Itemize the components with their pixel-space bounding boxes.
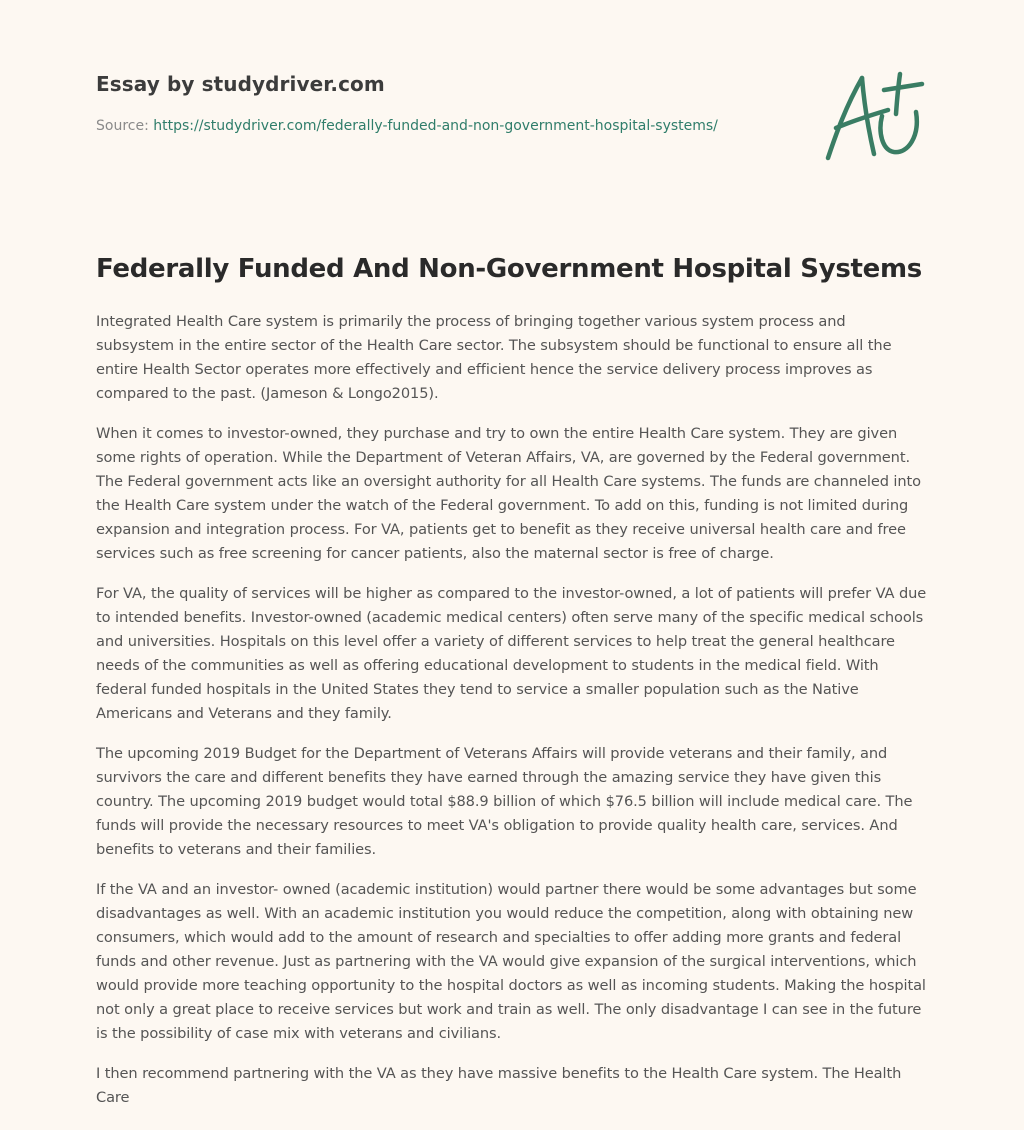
header [96,72,796,134]
article [96,254,928,1126]
paragraph: If the VA and an investor- owned (academic institution) would partner there would be some advantages but some disadvantages as well. With an academic institution you would reduce the competition, along with obtaining new consumers, which would add to the amount of research and specialties to offer adding more grants and federal funds and other revenue. Just as partnering with the VA would give expansion of the surgical interventions, which would provide more teaching opportunity to the hospital doctors as well as incoming students. Making the hospital not only a great place to receive services but work and train as well. The only disadvantage I can see in the future is the possibility of case mix with veterans and civilians. [96,881,926,1042]
paragraph: The upcoming 2019 Budget for the Department of Veterans Affairs will provide veterans and their family, and survivors the care and different benefits they have earned through the amazing service they have given this country. The upcoming 2019 budget would total $88.9 billion of which $76.5 billion will include medical care. The funds will provide the necessary resources to meet VA's obligation to provide quality health care, services. And benefits to veterans and their families. [96,745,913,858]
source-link[interactable]: https://studydriver.com/federally-funded-and-non-government-hospital-systems/ [153,118,718,134]
paragraph: When it comes to investor-owned, they purchase and try to own the entire Health Care system. They are given some rights of operation. While the Department of Veteran Affairs, VA, are governed by the Federal government. The Federal government acts like an oversight authority for all Health Care systems. The funds are channeled into the Health Care system under the watch of the Federal government. To add on this, funding is not limited during expansion and integration process. For VA, patients get to benefit as they receive universal health care and free services such as free screening for cancer patients, also the maternal sector is free of charge. [96,425,921,562]
page-title: Federally Funded And Non-Government Hospital Systems [96,254,922,284]
paragraph: For VA, the quality of services will be higher as compared to the investor-owned, a lot of patients will prefer VA due to intended benefits. Investor-owned (academic medical centers) often serve many of the specific medical schools and universities. Hospitals on this level offer a variety of different services to help treat the general healthcare needs of the communities as well as offering educational development to students in the medical field. With federal funded hospitals in the United States they tend to service a smaller population such as the Native Americans and Veterans and they family. [96,585,927,722]
paragraph: I then recommend partnering with the VA as they have massive benefits to the Health Care system. The Health Care [96,1065,902,1106]
a-plus-logo-icon [822,70,926,162]
paragraph: Integrated Health Care system is primarily the process of bringing together various system process and subsystem in the entire sector of the Health Care sector. The subsystem should be functional to ensure all the entire Health Sector operates more effectively and efficient hence the service delivery process improves as compared to the past. (Jameson & Longo2015). [96,313,892,402]
source-label: Source: [96,118,149,134]
site-title: Essay by studydriver.com [96,72,385,96]
source-line [96,118,796,134]
